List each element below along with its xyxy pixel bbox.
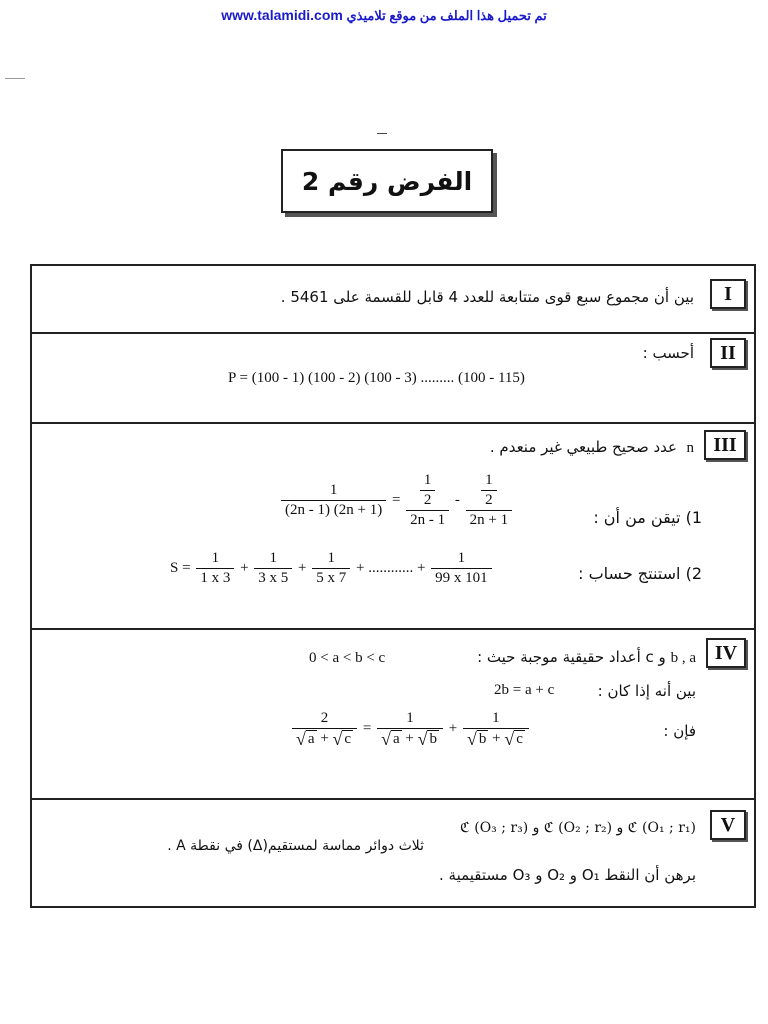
question-1 — [593, 508, 702, 527]
term-1-fraction: $\frac{\frac{1}{2}}{2n - 1}$ — [406, 472, 449, 529]
title-text: الفرض رقم 2 — [301, 166, 473, 196]
q2-number: 2) — [685, 564, 702, 583]
exercise-number: II — [710, 338, 746, 368]
exercise-1 — [32, 266, 754, 334]
exercise-3 — [32, 424, 754, 630]
sum-formula: S = $\frac{1}{1 x 3}$ + $\frac{1}{3 x 5}$ + $\frac{1}{5 x 7}$ + ............ + $\frac{1}{99 x 101}$ — [170, 550, 494, 587]
if-text: بين أنه إذا كان : — [597, 682, 696, 700]
sum-term: $\frac{1}{3 x 5}$ — [254, 550, 292, 587]
term-2-fraction: $\frac{\frac{1}{2}}{2n + 1}$ — [466, 472, 512, 529]
root-fraction-1: 2 √ a + √ c — [292, 710, 357, 748]
q1-text: تيقن من أن : — [593, 508, 681, 527]
then-text: فإن : — [663, 722, 696, 740]
scan-mark — [377, 133, 387, 134]
question-2 — [578, 564, 702, 583]
intro-text: عدد صحيح طبيعي غير منعدم . — [489, 438, 677, 456]
exercise-number: I — [710, 279, 746, 309]
exercise-4-intro — [477, 648, 696, 667]
exercise-table — [30, 264, 756, 908]
exercise-5-line-1 — [460, 820, 696, 836]
identity-formula: $\frac{1}{(2n - 1) (2n + 1)}$ = $\frac{\frac{1}{2}}{2n - 1}$ - $\frac{\frac{1}{2}}{2n + 1}$ — [279, 472, 514, 529]
exercise-number: IV — [706, 638, 746, 668]
exercise-3-intro — [490, 438, 694, 457]
exercise-number: V — [710, 810, 746, 840]
exercise-5-line-2: برهن أن النقط O₁ و O₂ و O₃ مستقيمية . — [438, 866, 696, 884]
source-url[interactable]: www.talamidi.com — [221, 7, 343, 23]
scan-mark — [5, 78, 25, 79]
sum-last-term: $\frac{1}{99 x 101}$ — [431, 550, 492, 587]
page-title — [281, 149, 493, 213]
exercise-2 — [32, 334, 754, 424]
product-formula: P = (100 - 1) (100 - 2) (100 - 3) ......... (100 - 115) — [228, 370, 525, 386]
exercise-4 — [32, 630, 754, 800]
sum-term: $\frac{1}{5 x 7}$ — [312, 550, 350, 587]
root-identity: 2 √ a + √ c = 1 √ a + √ b + 1 √ b + √ c — [290, 710, 531, 748]
term-2-numerator: $\frac{1}{2}$ — [475, 472, 503, 510]
sum-term: $\frac{1}{1 x 3}$ — [196, 550, 234, 587]
order-condition: 0 < a < b < c — [309, 650, 386, 666]
var-n: n — [686, 440, 694, 456]
q1-number: 1) — [685, 508, 702, 527]
exercise-1-text: بين أن مجموع سبع قوى متتابعة للعدد 4 قابل للقسمة على 5461 . — [280, 288, 694, 306]
exercise-5 — [32, 800, 754, 904]
root-fraction-3: 1 √ b + √ c — [463, 710, 529, 748]
source-text: تم تحميل هذا الملف من موقع تلاميذي — [346, 8, 547, 23]
circles-list: ℭ (O₁ ; r₁) و ℭ (O₂ ; r₂) و ℭ (O₃ ; r₃) — [459, 820, 696, 836]
source-header[interactable] — [0, 7, 768, 24]
intro-text: أعداد حقيقية موجبة حيث : — [477, 648, 641, 666]
q2-text: استنتج حساب : — [578, 564, 681, 583]
lhs-fraction: $\frac{1}{(2n - 1) (2n + 1)}$ — [281, 482, 386, 519]
vars-ab: b , a — [670, 650, 696, 666]
var-c: و c — [645, 648, 666, 666]
exercise-2-label: أحسب : — [642, 344, 694, 362]
if-equation: 2b = a + c — [494, 682, 555, 698]
term-1-numerator: $\frac{1}{2}$ — [414, 472, 442, 510]
exercise-5-statement: ثلاث دوائر مماسة لمستقيم(Δ) في نقطة A . — [167, 838, 424, 854]
root-fraction-2: 1 √ a + √ b — [377, 710, 443, 748]
exercise-number: III — [704, 430, 746, 460]
